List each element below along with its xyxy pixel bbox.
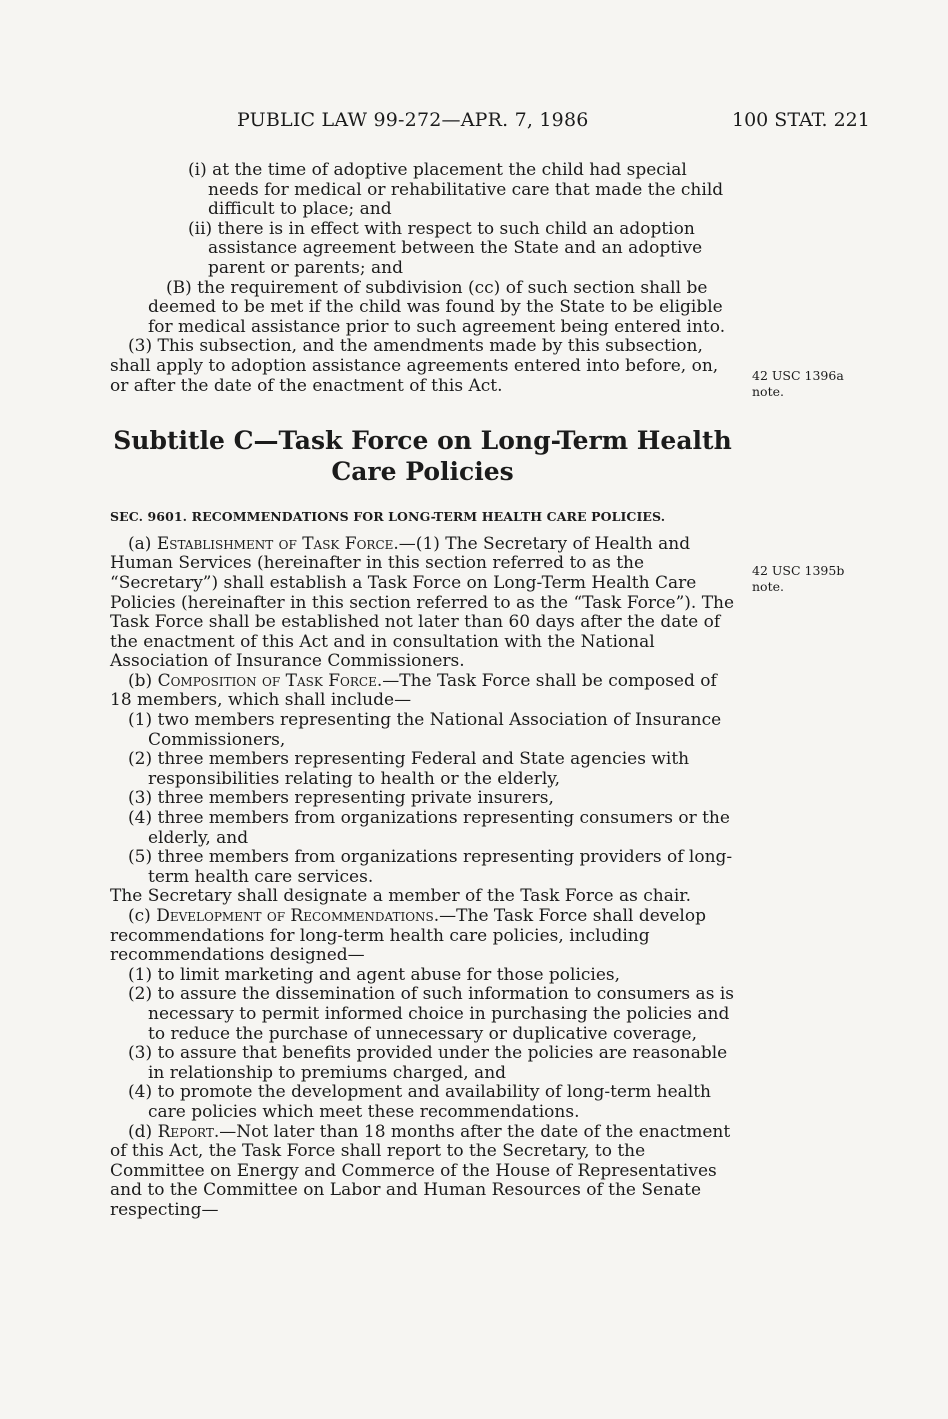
subtitle-heading: Subtitle C—Task Force on Long-Term Health Care Policies [113, 426, 732, 487]
subparagraph-b: (B) the requirement of subdivision (cc) of such section shall be deemed to be met if the child was found by the State to be eligible for medical assistance prior to such agreement being entered into. [148, 277, 726, 337]
clause-i: (i) at the time of adoptive placement the child had special needs for medical or rehabilitative care that made the child difficult to place; and [188, 160, 724, 220]
list-item-c3: (3) to assure that benefits provided under the policies are reasonable in relationship to premiums charged, and [128, 1043, 728, 1083]
subsection-c-text: .—The Task Force shall develop recommendations for long-term health care policies, including recommendations designed— [110, 906, 706, 966]
subsection-d-heading: Report [157, 1121, 214, 1142]
list-item-c2: (2) to assure the dissemination of such information to consumers as is necessary to permit informed choice in purchasing the policies and to reduce the purchase of unnecessary or duplicative coverage, [128, 984, 734, 1044]
clause-ii: (ii) there is in effect with respect to such child an adoption assistance agreement between the State and an adoptive parent or parents; and [188, 218, 703, 278]
subsection-c-heading: Development of Recommendations [156, 906, 434, 926]
margin-note-usc-1395b [752, 563, 844, 595]
subsection-a [110, 535, 735, 672]
list-item-c1: (1) to limit marketing and agent abuse for those policies, [128, 964, 621, 985]
list-item-b1: (1) two members representing the National Association of Insurance Commissioners, [128, 710, 722, 750]
subsection-b [110, 672, 735, 711]
margin-note-citation: 42 USC 1395b [752, 563, 845, 578]
subsection-d [110, 1123, 735, 1221]
subsection-a-label: (a) [128, 533, 157, 554]
section-heading: SEC. 9601. RECOMMENDATIONS FOR LONG-TERM HEALTH CARE POLICIES. [110, 509, 666, 525]
subsection-c [110, 907, 735, 966]
subsection-c-label: (c) [128, 906, 157, 926]
header-title: PUBLIC LAW 99-272—APR. 7, 1986 [237, 109, 589, 131]
subsection-b-text: .—The Task Force shall be composed of 18 members, which shall include— [110, 670, 717, 711]
subsection-d-label: (d) [128, 1121, 158, 1142]
running-header [0, 109, 948, 135]
subsection-a-text: .—(1) The Secretary of Health and Human Services (hereinafter in this section referred to as the “Secretary”) shall establish a Task Force on Long-Term Health Care Policies (hereinafter in this section referred to as the “Task Force”). The Task Force shall be established not later than 60 days after the date of the enactment of this Act and in consultation with the National Association of Insurance Commissioners. [110, 533, 735, 672]
margin-note-label: note. [752, 579, 784, 594]
margin-note-label: note. [752, 384, 784, 399]
list-item-b3: (3) three members representing private insurers, [128, 788, 554, 809]
subsection-d-text: .—Not later than 18 months after the date of the enactment of this Act, the Task Force shall report to the Secretary, to the Committee on Energy and Commerce of the House of Representatives and to the Committee on Labor and Human Resources of the Senate respecting— [110, 1121, 731, 1220]
list-item-b5: (5) three members from organizations representing providers of long-term health care services. [128, 847, 733, 887]
list-item-c4: (4) to promote the development and availability of long-term health care policies which meet these recommendations. [128, 1082, 711, 1122]
header-stat-page: 100 STAT. 221 [732, 109, 870, 131]
list-item-b2: (2) three members representing Federal and State agencies with responsibilities relating to health or the elderly, [128, 749, 690, 789]
body-text [110, 161, 735, 1221]
margin-note-citation: 42 USC 1396a [752, 368, 844, 383]
subsection-b-label: (b) [128, 670, 158, 691]
margin-note-usc-1396a [752, 368, 844, 400]
subsection-b-closing: The Secretary shall designate a member of the Task Force as chair. [110, 886, 691, 907]
subsection-b-heading: Composition of Task Force [157, 670, 377, 691]
subsection-a-heading: Establishment of Task Force [156, 533, 394, 554]
list-item-b4: (4) three members from organizations representing consumers or the elderly, and [128, 808, 730, 848]
paragraph-3: (3) This subsection, and the amendments made by this subsection, shall apply to adoption assistance agreements entered into before, on, or after the date of the enactment of this Act. [110, 336, 719, 396]
